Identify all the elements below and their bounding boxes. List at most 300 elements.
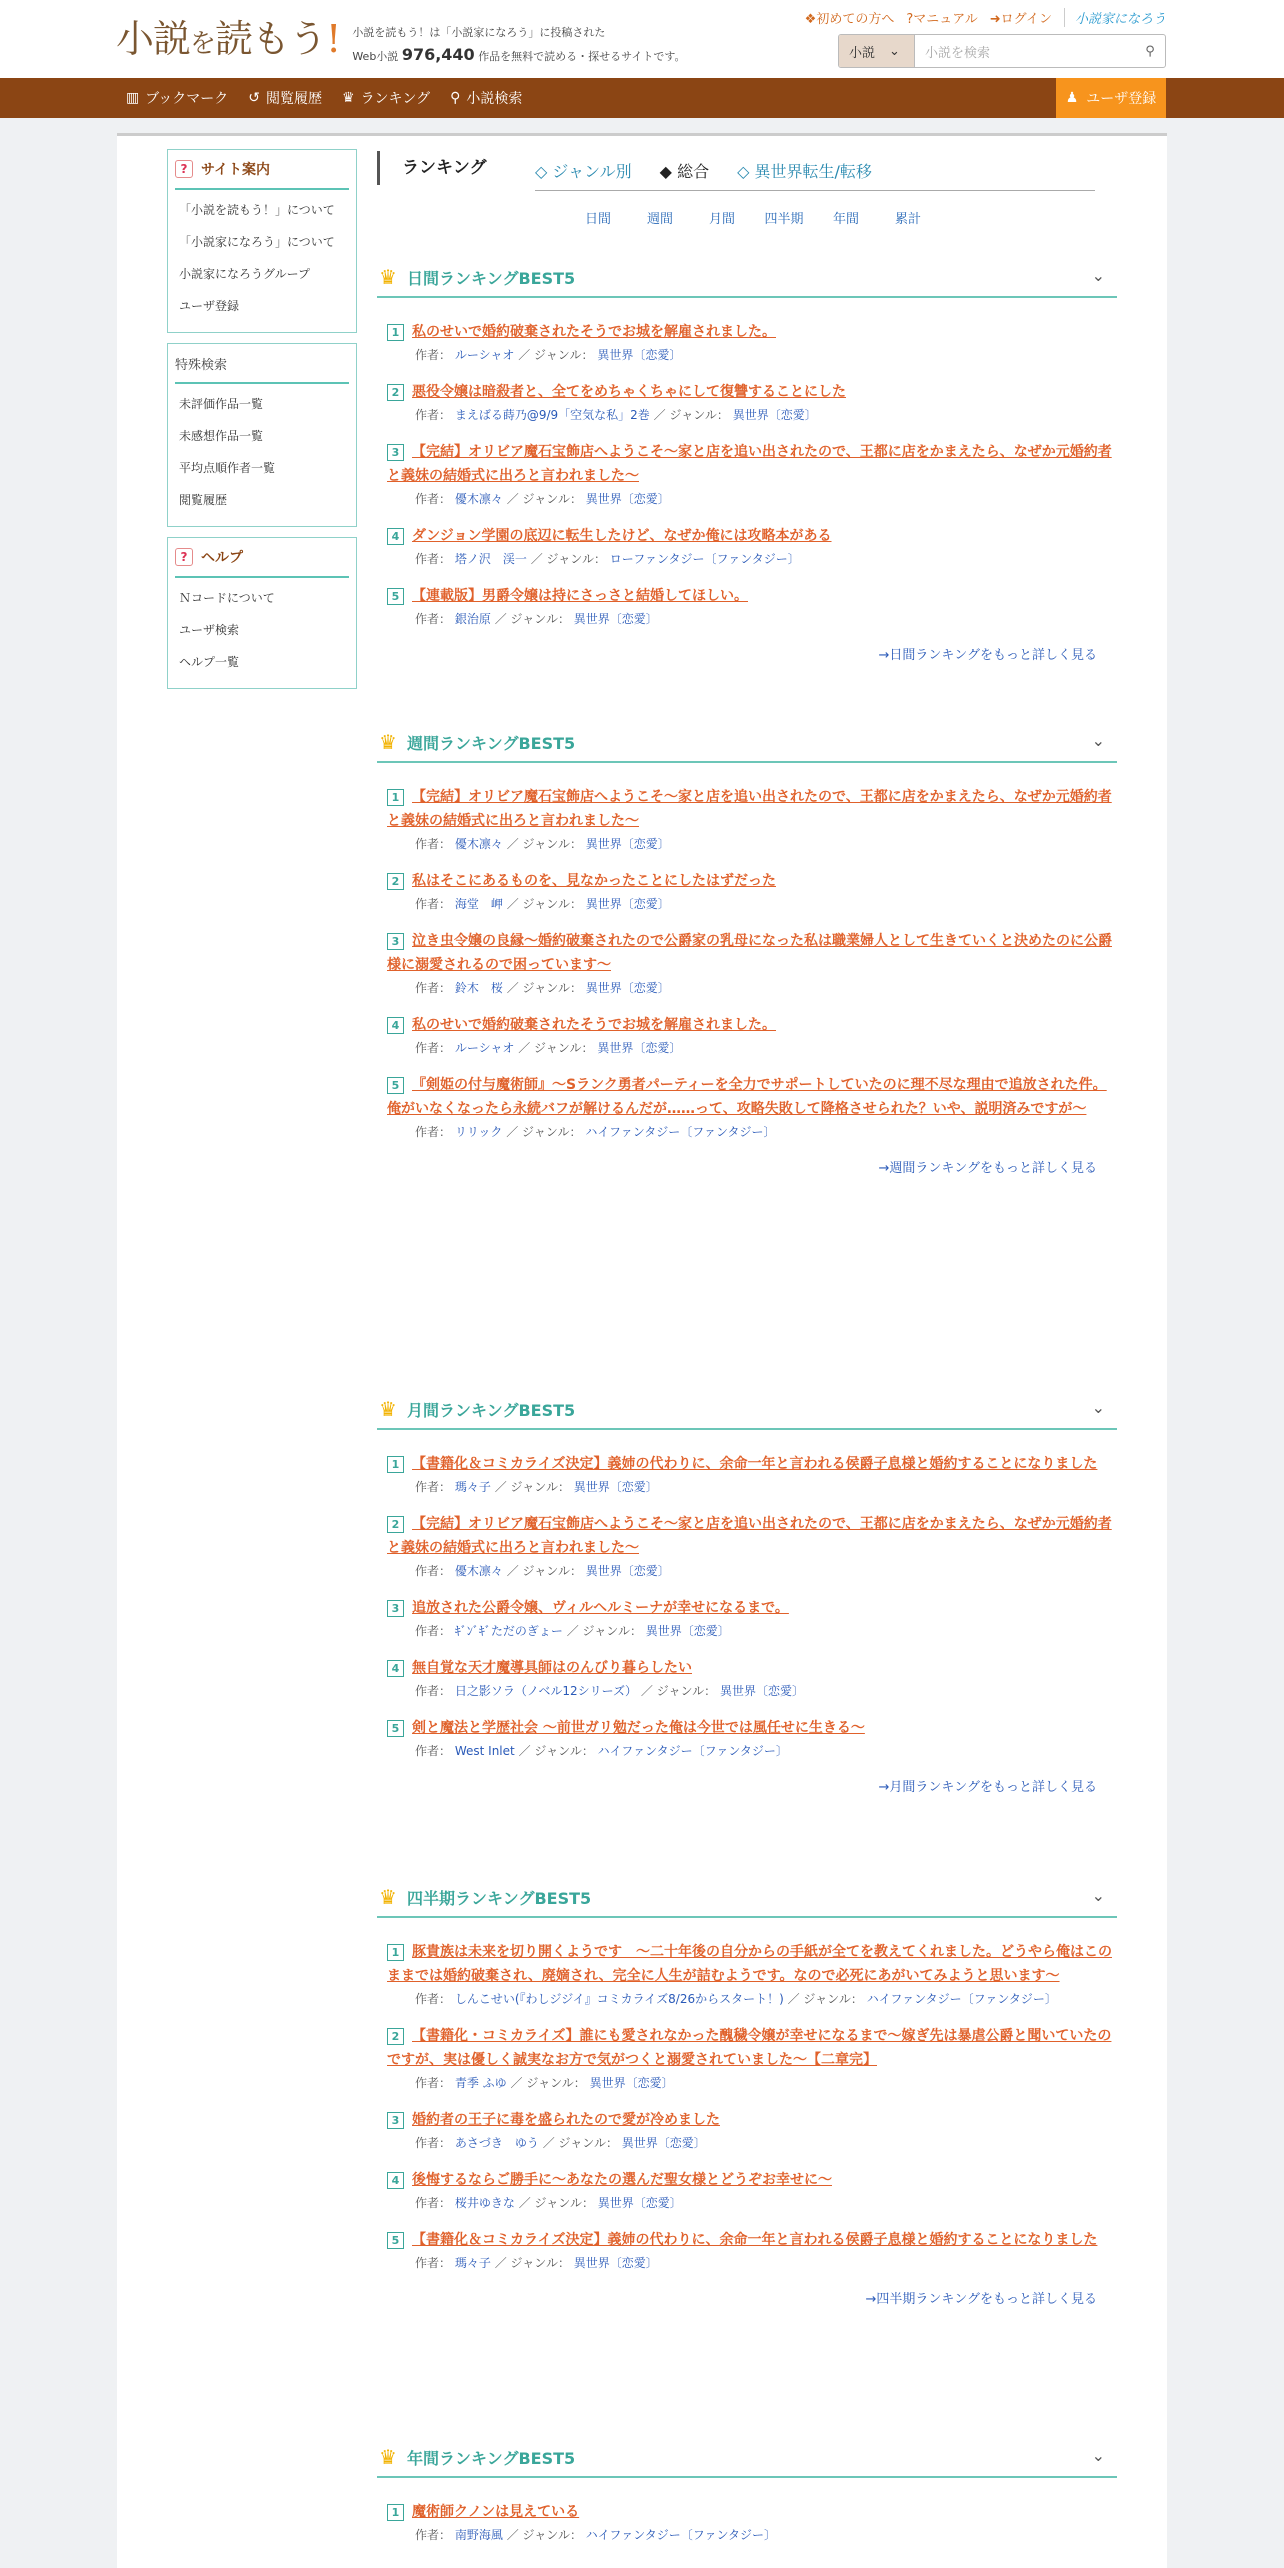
author-label: 作者： (415, 1480, 452, 1494)
author-link[interactable]: 日之影ソラ（ノベル12シリーズ） (454, 1684, 638, 1698)
desc-line2 (352, 44, 685, 68)
rank-number: 1 (387, 1944, 404, 1961)
novel-title-link[interactable] (387, 2172, 832, 2188)
rank-number: 2 (387, 873, 404, 890)
logo-area (116, 14, 686, 69)
author-label: 作者： (415, 1992, 452, 2006)
genre-label: ／ ジャンル： (518, 1744, 594, 1758)
genre-link[interactable]: 異世界〔恋愛〕 (585, 1564, 670, 1578)
novel-meta (387, 404, 1117, 426)
user-icon: ♟ (1065, 90, 1079, 106)
top-links (805, 8, 1166, 27)
search-button[interactable] (1135, 35, 1165, 67)
author-link[interactable]: ｷﾞﾝﾞｷﾞただのぎょー (454, 1624, 563, 1638)
period-yearly[interactable]: 年間 (832, 212, 859, 227)
ranking-item (387, 1073, 1117, 1143)
ranking-item (387, 1452, 1117, 1498)
genre-label: ／ ジャンル： (518, 1041, 594, 1055)
beginner-link-label: 初めての方へ (816, 12, 895, 27)
sidebar-box-title: サイト案内 (201, 162, 271, 178)
genre-label: ／ ジャンル： (506, 1125, 582, 1139)
rank-number: 4 (387, 2172, 404, 2189)
tab-isekai[interactable]: ◇ 異世界転生/転移 (737, 162, 872, 181)
genre-link[interactable]: 異世界〔恋愛〕 (597, 1041, 682, 1055)
period-total[interactable]: 累計 (894, 212, 921, 227)
logo-text-rest: 読もう (215, 17, 327, 61)
novel-title: 【完結】オリビア魔石宝飾店へようこそ～家と店を追い出されたので、王都に店をかまえたら、なぜか元婚約者と義妹の結婚式に出ろと言われました～ (387, 1516, 1112, 1556)
nav-ranking-label: ランキング (360, 91, 431, 107)
genre-label: ／ ジャンル： (506, 981, 582, 995)
sidebar-item[interactable]: Ｎコードについて (179, 591, 275, 605)
genre-link[interactable]: ハイファンタジー〔ファンタジー〕 (866, 1992, 1057, 2006)
author-label: 作者： (415, 612, 452, 626)
help-circle-icon: ? (906, 12, 914, 27)
chevron-down-icon[interactable]: ⌄ (1091, 266, 1105, 285)
novel-title-link[interactable] (387, 1017, 776, 1033)
ranking-item (387, 1656, 1117, 1702)
search-type-value: 小説 (849, 45, 876, 61)
rank-number: 1 (387, 324, 404, 341)
genre-link[interactable]: 異世界〔恋愛〕 (589, 2076, 674, 2090)
author-link[interactable]: West Inlet (454, 1744, 515, 1758)
period-weekly[interactable]: 週間 (646, 212, 673, 227)
rank-number: 1 (387, 789, 404, 806)
rank-number: 5 (387, 588, 404, 605)
novel-meta (387, 1560, 1117, 1582)
genre-link[interactable]: 異世界〔恋愛〕 (645, 1624, 730, 1638)
chevron-down-icon[interactable]: ⌄ (1091, 1398, 1105, 1417)
genre-label: ／ ジャンル： (518, 348, 594, 362)
desc-suffix: 作品を無料で読める・探せるサイトです。 (478, 50, 686, 63)
search-input[interactable]: 小説を検索 (925, 45, 991, 61)
section-header[interactable] (377, 1878, 1117, 1918)
novel-meta (387, 893, 1117, 915)
nav-bookmark[interactable] (126, 88, 228, 108)
search-bar (838, 34, 1166, 68)
genre-link[interactable]: 異世界〔恋愛〕 (585, 981, 670, 995)
author-label: 作者： (415, 1684, 452, 1698)
genre-label: ／ ジャンル： (494, 1480, 570, 1494)
author-link[interactable]: 青季 ふゆ (454, 2076, 507, 2090)
ranking-item (387, 2500, 1117, 2546)
sidebar-item[interactable]: ヘルプ一覧 (179, 655, 240, 669)
history-icon: ↺ (248, 90, 260, 106)
logo-text-ex: ! (326, 17, 341, 61)
desc-prefix: Web小説 (352, 50, 399, 63)
crown-icon: ♛ (379, 2445, 397, 2469)
more-link[interactable]: →日間ランキングをもっと詳しく見る (878, 648, 1097, 663)
novel-meta (387, 1988, 1117, 2010)
sidebar-special-search (167, 343, 357, 527)
novel-title-link[interactable] (387, 1077, 1107, 1117)
novel-meta (387, 2132, 1117, 2154)
rank-number: 3 (387, 444, 404, 461)
ranking-item (387, 1512, 1117, 1582)
main-nav (0, 78, 1284, 118)
search-icon: ⚲ (450, 90, 461, 106)
nav-search[interactable] (450, 88, 522, 108)
genre-label: ／ ジャンル： (566, 1624, 642, 1638)
genre-label: ／ ジャンル： (542, 2136, 618, 2150)
crown-icon: ♛ (342, 90, 355, 106)
ranking-section (377, 723, 1117, 1176)
ranking-item (387, 929, 1117, 999)
author-link[interactable]: ルーシャオ (454, 1041, 515, 1055)
novel-meta (387, 1680, 1117, 1702)
genre-link[interactable]: 異世界〔恋愛〕 (573, 1480, 658, 1494)
genre-link[interactable]: 異世界〔恋愛〕 (597, 2196, 682, 2210)
desc-line1: 小説を読もう！は「小説家になろう」に投稿された (352, 26, 606, 39)
chevron-down-icon[interactable]: ⌄ (1091, 731, 1105, 750)
author-link[interactable]: 南野海風 (454, 2528, 503, 2542)
more-link[interactable]: →四半期ランキングをもっと詳しく見る (865, 2292, 1097, 2307)
author-label: 作者： (415, 837, 452, 851)
novel-title-link[interactable] (387, 444, 1112, 484)
sidebar-item[interactable]: 未感想作品一覧 (179, 429, 264, 443)
author-label: 作者： (415, 2528, 452, 2542)
site-logo[interactable] (116, 14, 340, 69)
novel-meta (387, 1037, 1117, 1059)
novel-title: 【完結】オリビア魔石宝飾店へようこそ～家と店を追い出されたので、王都に店をかまえたら、なぜか元婚約者と義妹の結婚式に出ろと言われました～ (387, 444, 1112, 484)
nav-history[interactable] (248, 88, 322, 108)
genre-label: ／ ジャンル： (494, 612, 570, 626)
rank-number: 1 (387, 1456, 404, 1473)
ranking-item (387, 869, 1117, 915)
genre-link[interactable]: ハイファンタジー〔ファンタジー〕 (597, 1744, 788, 1758)
nav-bookmark-label: ブックマーク (145, 91, 229, 107)
login-link[interactable] (990, 8, 1052, 27)
genre-label: ／ ジャンル： (506, 837, 582, 851)
manual-link-label: マニュアル (913, 12, 978, 27)
more-link[interactable]: →週間ランキングをもっと詳しく見る (878, 1161, 1097, 1176)
genre-link[interactable]: ハイファンタジー〔ファンタジー〕 (585, 2528, 776, 2542)
novel-title: 豚貴族は未来を切り開くようです ～二十年後の自分からの手紙が全てを教えてくれました。どうやら俺はこのままでは婚約破棄され、廃嫡され、完全に人生が詰むようです。なので必死にあがいてみようと思います～ (387, 1944, 1112, 1984)
ranking-list (377, 1430, 1117, 1762)
sidebar-item[interactable]: 「小説家になろう」について (179, 235, 335, 249)
sidebar (167, 149, 357, 699)
period-daily[interactable]: 日間 (584, 212, 611, 227)
sidebar-box-title: ヘルプ (201, 550, 243, 566)
novel-title: 『剣姫の付与魔術師』～Sランク勇者パーティーを全力でサポートしていたのに理不尽な理由で追放された件。俺がいなくなったら永続バフが解けるんだが……って、攻略失敗して降格させられた？いや、説明済みですが～ (387, 1077, 1107, 1117)
chevron-down-icon[interactable]: ⌄ (1091, 2446, 1105, 2465)
rank-number: 4 (387, 1660, 404, 1677)
novel-title-link[interactable] (387, 1720, 865, 1736)
logo-text-main: 小説 (116, 17, 191, 61)
author-link[interactable]: 優木凛々 (454, 492, 503, 506)
novel-title: 追放された公爵令嬢、ヴィルヘルミーナが幸せになるまで。 (412, 1600, 789, 1616)
crown-icon: ♛ (379, 265, 397, 289)
author-link[interactable]: 瑪々子 (454, 2256, 491, 2270)
rank-number: 2 (387, 1516, 404, 1533)
chevron-down-icon[interactable]: ⌄ (1091, 1886, 1105, 1905)
genre-label: ／ ジャンル： (787, 1992, 863, 2006)
sidebar-box-title: 特殊検索 (175, 357, 228, 373)
novel-title-link[interactable] (387, 2232, 1097, 2248)
ranking-item (387, 380, 1117, 426)
ranking-list (377, 1918, 1117, 2274)
period-monthly[interactable]: 月間 (708, 212, 735, 227)
nav-ranking[interactable] (342, 88, 430, 108)
author-label: 作者： (415, 348, 452, 362)
author-link[interactable]: 桜井ゆきな (454, 2196, 515, 2210)
ranking-list (377, 763, 1117, 1143)
novel-meta (387, 2072, 1117, 2094)
genre-label: ／ ジャンル： (510, 2076, 586, 2090)
genre-label: ／ ジャンル： (640, 1684, 717, 1698)
author-label: 作者： (415, 2256, 452, 2270)
rank-number: 5 (387, 1077, 404, 1094)
author-link[interactable]: 塔ノ沢 渓一 (454, 552, 527, 566)
rank-number: 5 (387, 1720, 404, 1737)
question-icon: ? (175, 548, 193, 566)
bookmark-icon: ❖ (804, 12, 817, 27)
novel-title-link[interactable] (387, 2112, 720, 2128)
ranking-list (377, 2478, 1117, 2546)
more-link[interactable]: →月間ランキングをもっと詳しく見る (878, 1780, 1097, 1795)
nav-search-label: 小説検索 (466, 91, 523, 107)
crown-icon: ♛ (379, 1885, 397, 1909)
question-icon: ? (175, 160, 193, 178)
genre-label: ／ ジャンル： (530, 552, 606, 566)
crown-icon: ♛ (379, 730, 397, 754)
rank-number: 5 (387, 2232, 404, 2249)
naro-logo-link[interactable]: 小説家になろう (1064, 8, 1166, 27)
ranking-item (387, 1940, 1117, 2010)
genre-link[interactable]: 異世界〔恋愛〕 (573, 2256, 658, 2270)
genre-link[interactable]: 異世界〔恋愛〕 (585, 492, 670, 506)
rank-number: 4 (387, 528, 404, 545)
genre-label: ／ ジャンル： (506, 2528, 582, 2542)
sidebar-site-guide (167, 149, 357, 333)
genre-label: ／ ジャンル： (506, 492, 582, 506)
ranking-list (377, 298, 1117, 630)
genre-link[interactable]: 異世界〔恋愛〕 (573, 612, 658, 626)
period-quarterly[interactable]: 四半期 (764, 212, 804, 227)
sidebar-item[interactable]: 閲覧履歴 (179, 493, 228, 507)
login-icon: ➜ (989, 12, 1001, 27)
author-label: 作者： (415, 1624, 452, 1638)
author-label: 作者： (415, 897, 452, 911)
ranking-item (387, 2228, 1117, 2274)
tab-overall[interactable]: ◆ 総合 (659, 162, 710, 181)
ranking-section (377, 258, 1117, 663)
novel-meta (387, 608, 1117, 630)
ranking-item (387, 2168, 1117, 2214)
ranking-item (387, 2024, 1117, 2094)
genre-link[interactable]: 異世界〔恋愛〕 (621, 2136, 706, 2150)
tab-list (535, 151, 1095, 191)
ranking-item (387, 320, 1117, 366)
genre-link[interactable]: 異世界〔恋愛〕 (719, 1684, 804, 1698)
manual-link[interactable] (906, 8, 977, 27)
rank-number: 3 (387, 933, 404, 950)
novel-title-link[interactable] (387, 2028, 1111, 2068)
chevron-down-icon: ⌄ (889, 43, 900, 59)
author-label: 作者： (415, 2076, 452, 2090)
author-label: 作者： (415, 981, 452, 995)
author-link[interactable]: しんこせい(『わしジジイ』コミカライズ8/26からスタート！) (454, 1992, 784, 2006)
novel-title: 【完結】オリビア魔石宝飾店へようこそ～家と店を追い出されたので、王都に店をかまえたら、なぜか元婚約者と義妹の結婚式に出ろと言われました～ (387, 789, 1112, 829)
novel-title-link[interactable] (387, 1456, 1097, 1472)
genre-label: ／ ジャンル： (518, 2196, 594, 2210)
sidebar-item[interactable]: 平均点順作者一覧 (179, 461, 276, 475)
genre-link[interactable]: 異世界〔恋愛〕 (732, 408, 817, 422)
period-links (567, 208, 939, 227)
content-container (117, 133, 1167, 2568)
author-link[interactable]: 優木凛々 (454, 837, 503, 851)
section-title: 四半期ランキングBEST5 (406, 1888, 592, 1908)
author-link[interactable]: 海堂 岬 (454, 897, 503, 911)
section-title: 月間ランキングBEST5 (406, 1400, 576, 1420)
rank-number: 4 (387, 1017, 404, 1034)
genre-link[interactable]: 異世界〔恋愛〕 (597, 348, 682, 362)
ranking-item (387, 440, 1117, 510)
section-header[interactable] (377, 258, 1117, 298)
sidebar-item[interactable]: ユーザ検索 (179, 623, 240, 637)
novel-title: 泣き虫令嬢の良縁〜婚約破棄されたので公爵家の乳母になった私は職業婦人として生きていくと決めたのに公爵様に溺愛されるので困っています〜 (387, 933, 1112, 973)
author-label: 作者： (415, 1125, 452, 1139)
author-link[interactable]: 優木凛々 (454, 1564, 503, 1578)
ranking-section (377, 1390, 1117, 1795)
novel-meta (387, 977, 1117, 999)
rank-number: 3 (387, 2112, 404, 2129)
sidebar-box-header (175, 538, 349, 578)
logo-text-wo: を (190, 29, 216, 59)
novel-meta (387, 2192, 1117, 2214)
genre-link[interactable]: ローファンタジー〔ファンタジー〕 (609, 552, 800, 566)
novel-title: 無自覚な天才魔導具師はのんびり暮らしたい (412, 1660, 692, 1676)
register-label: ユーザ登録 (1086, 91, 1157, 107)
ranking-item (387, 1716, 1117, 1762)
novel-title-link[interactable] (387, 588, 748, 604)
rank-number: 3 (387, 1600, 404, 1617)
ranking-section (377, 2438, 1117, 2560)
author-label: 作者： (415, 408, 452, 422)
tab-genre[interactable]: ◇ ジャンル別 (535, 162, 632, 181)
novel-title-link[interactable] (387, 2504, 579, 2520)
novel-title-link[interactable] (387, 933, 1112, 973)
author-label: 作者： (415, 2136, 452, 2150)
author-link[interactable]: まえばる蒔乃@9/9「空気な私」2巻 (454, 408, 650, 422)
section-title: 年間ランキングBEST5 (406, 2448, 576, 2468)
author-label: 作者： (415, 492, 452, 506)
section-header[interactable] (377, 1390, 1117, 1430)
genre-label: ／ ジャンル： (506, 1564, 582, 1578)
ranking-item (387, 584, 1117, 630)
novel-title-link[interactable] (387, 528, 832, 544)
novel-title-link[interactable] (387, 1600, 789, 1616)
genre-link[interactable]: 異世界〔恋愛〕 (585, 837, 670, 851)
author-link[interactable]: 鈴木 桜 (454, 981, 503, 995)
ranking-item (387, 1596, 1117, 1642)
author-label: 作者： (415, 1041, 452, 1055)
ranking-item (387, 785, 1117, 855)
author-label: 作者： (415, 1564, 452, 1578)
novel-title: 私のせいで婚約破棄されたそうでお城を解雇されました。 (412, 1017, 776, 1033)
ranking-item (387, 524, 1117, 570)
rank-number: 2 (387, 384, 404, 401)
novel-meta (387, 1620, 1117, 1642)
site-description (352, 22, 685, 68)
ranking-tabs (377, 151, 1095, 201)
author-label: 作者： (415, 1744, 452, 1758)
novel-meta (387, 2524, 1117, 2546)
novel-title: 私はそこにあるものを、見なかったことにしたはずだった (412, 873, 776, 889)
crown-icon: ♛ (379, 1397, 397, 1421)
author-link[interactable]: 銀治原 (454, 612, 491, 626)
novel-title-link[interactable] (387, 873, 776, 889)
novel-title-link[interactable] (387, 1944, 1112, 1984)
novel-title: 婚約者の王子に毒を盛られたので愛が冷めました (412, 2112, 720, 2128)
novel-title: 【書籍化＆コミカライズ決定】義姉の代わりに、余命一年と言われる侯爵子息様と婚約することになりました (412, 1456, 1098, 1472)
ranking-item (387, 1013, 1117, 1059)
novel-title: 後悔するならご勝手に～あなたの選んだ聖女様とどうぞお幸せに～ (412, 2172, 832, 2188)
author-link[interactable]: ルーシャオ (454, 348, 515, 362)
site-header (0, 0, 1284, 78)
author-link[interactable]: 瑪々子 (454, 1480, 491, 1494)
novel-title: 【連載版】男爵令嬢は持にさっさと結婚してほしい。 (412, 588, 748, 604)
sidebar-help (167, 537, 357, 689)
novel-meta (387, 1476, 1117, 1498)
page-title: ランキング (377, 151, 487, 185)
novel-meta (387, 488, 1117, 510)
novel-title-link[interactable] (387, 1660, 692, 1676)
novel-title-link[interactable] (387, 324, 776, 340)
rank-number: 2 (387, 2028, 404, 2045)
list-icon: ▥ (126, 90, 140, 106)
genre-label: ／ ジャンル： (494, 2256, 570, 2270)
sidebar-item[interactable]: ユーザ登録 (179, 299, 240, 313)
section-title: 週間ランキングBEST5 (406, 733, 576, 753)
novel-title: 【書籍化・コミカライズ】誰にも愛されなかった醜穢令嬢が幸せになるまで〜嫁ぎ先は暴虐公爵と聞いていたのですが、実は優しく誠実なお方で気がつくと溺愛されていました〜【二章完】 (387, 2028, 1112, 2068)
genre-link[interactable]: ハイファンタジー〔ファンタジー〕 (585, 1125, 776, 1139)
novel-title-link[interactable] (387, 1516, 1112, 1556)
author-label: 作者： (415, 2196, 452, 2210)
beginner-link[interactable] (805, 8, 895, 27)
novel-title-link[interactable] (387, 789, 1112, 829)
section-header[interactable] (377, 723, 1117, 763)
login-link-label: ログイン (1000, 12, 1052, 27)
genre-link[interactable]: 異世界〔恋愛〕 (585, 897, 670, 911)
sidebar-item[interactable]: 未評価作品一覧 (179, 397, 264, 411)
novel-meta (387, 2252, 1117, 2274)
sidebar-box-header (175, 150, 349, 190)
author-label: 作者： (415, 552, 452, 566)
author-link[interactable]: あさづき ゆう (454, 2136, 539, 2150)
sidebar-item[interactable]: 小説家になろうグループ (179, 267, 311, 281)
register-button[interactable] (1056, 78, 1166, 118)
novel-title: 悪役令嬢は暗殺者と、全てをめちゃくちゃにして復讐することにした (412, 384, 846, 400)
sidebar-box-header (175, 344, 349, 384)
novel-title-link[interactable] (387, 384, 846, 400)
section-header[interactable] (377, 2438, 1117, 2478)
novel-meta (387, 344, 1117, 366)
section-title: 日間ランキングBEST5 (406, 268, 576, 288)
search-type-select[interactable] (839, 35, 915, 67)
author-link[interactable]: リリック (454, 1125, 503, 1139)
novel-title: ダンジョン学園の底辺に転生したけど、なぜか俺には攻略本がある (412, 528, 832, 544)
search-icon: ⚲ (1145, 43, 1155, 59)
novel-title: 【書籍化＆コミカライズ決定】義姉の代わりに、余命一年と言われる侯爵子息様と婚約することになりました (412, 2232, 1098, 2248)
novel-title: 剣と魔法と学歴社会 〜前世ガリ勉だった俺は今世では風任せに生きる〜 (412, 1720, 865, 1736)
novel-meta (387, 548, 1117, 570)
novel-meta (387, 833, 1117, 855)
novel-meta (387, 1121, 1117, 1143)
novel-meta (387, 1740, 1117, 1762)
novel-title: 魔術師クノンは見えている (412, 2504, 580, 2520)
ranking-item (387, 2108, 1117, 2154)
sidebar-item[interactable]: 「小説を読もう！」について (179, 203, 335, 217)
